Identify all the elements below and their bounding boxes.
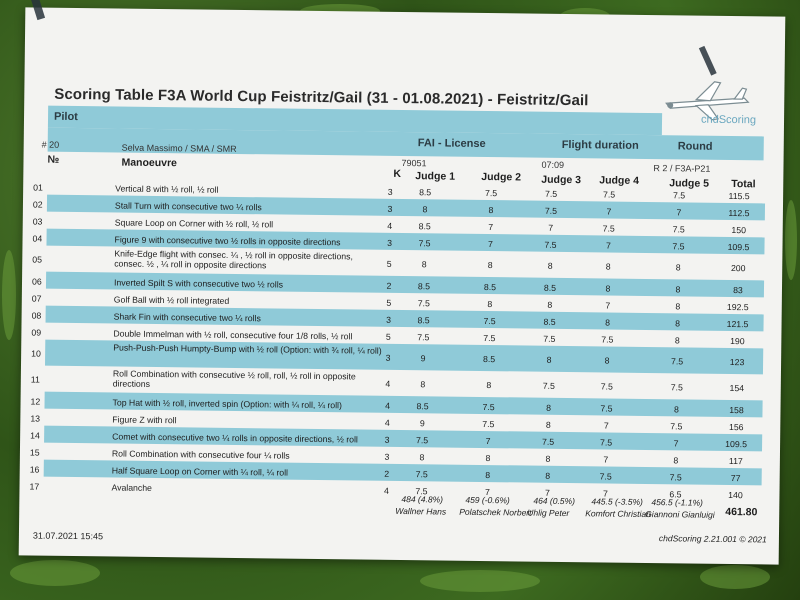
cell-k: 3 — [386, 314, 392, 325]
tape-strip-right — [699, 46, 717, 76]
round-label: Round — [677, 140, 713, 153]
cell-total: 109.5 — [727, 241, 750, 253]
cell-j5: 7.5 — [670, 356, 684, 367]
cell-j4: 7 — [603, 454, 609, 465]
cell-k: 5 — [386, 297, 392, 308]
cell-j2: 8 — [486, 380, 492, 391]
cell-name: Avalanche — [111, 482, 152, 493]
judge-name: Uhlig Peter — [527, 507, 570, 519]
cell-total: 150 — [731, 225, 747, 236]
pilot-license: 79051 — [401, 157, 427, 169]
cell-no: 06 — [31, 276, 42, 287]
cell-k: 2 — [384, 468, 390, 479]
cell-j5: 8 — [675, 262, 681, 273]
cell-total: 192.5 — [726, 301, 749, 313]
cell-j1: 7.5 — [416, 435, 429, 446]
pilot-name: Selva Massimo / SMA / SMR — [121, 142, 237, 154]
cell-j3: 7.5 — [544, 205, 558, 216]
cell-no: 01 — [33, 182, 43, 193]
printed-timestamp: 31.07.2021 15:45 — [32, 530, 104, 542]
cell-no: 03 — [32, 216, 43, 227]
cell-no: 14 — [30, 430, 40, 441]
cell-j3: 8 — [545, 419, 551, 430]
cell-j2: 8 — [487, 299, 493, 310]
cell-j1: 8.5 — [417, 281, 431, 292]
cell-k: 3 — [385, 352, 391, 363]
cell-j2: 7 — [488, 239, 494, 250]
cell-j2: 7.5 — [482, 401, 495, 413]
judge-score: 445.5 (-3.5%) — [591, 496, 643, 507]
cell-j2: 8 — [485, 453, 491, 464]
cell-k: 3 — [387, 237, 393, 248]
cell-j2: 8.5 — [483, 282, 497, 293]
cell-k: 5 — [386, 258, 392, 269]
cell-k: 5 — [385, 331, 391, 342]
cell-name: Square Loop on Corner with ½ roll, ½ roll — [114, 217, 274, 230]
cell-j1: 9 — [419, 418, 425, 429]
cell-j3: 7 — [548, 222, 554, 233]
cell-j5: 7 — [673, 438, 679, 449]
cell-j3: 7.5 — [545, 188, 558, 199]
cell-j3: 8.5 — [543, 316, 556, 327]
pilot-number: # 20 — [41, 139, 60, 150]
cell-j5: 8 — [675, 284, 681, 295]
cell-total: 117 — [728, 456, 743, 467]
tape-strip-left — [30, 0, 45, 20]
cell-j4: 7.5 — [600, 381, 613, 392]
scoring-sheet — [19, 7, 786, 564]
cell-name: Comet with consecutive two ¼ rolls in opposite directions, ½ roll — [112, 431, 358, 445]
judge-score: 484 (4.8%) — [401, 494, 444, 505]
cell-no: 11 — [30, 374, 40, 385]
cell-total: 115.5 — [728, 190, 750, 202]
cell-j5: 7.5 — [673, 190, 686, 201]
cell-j5: 7 — [676, 207, 682, 218]
cell-j2: 7.5 — [482, 418, 495, 430]
cell-j3: 8 — [547, 260, 553, 271]
cell-j2: 7 — [485, 487, 490, 498]
cell-j4: 7.5 — [603, 189, 616, 200]
cell-j1: 8 — [420, 379, 426, 390]
cell-j4: 7 — [606, 240, 611, 251]
cell-k: 3 — [387, 203, 393, 214]
logo-text: chdScoring — [700, 113, 757, 127]
col-judge-5: Judge 5 — [669, 177, 710, 190]
cell-name: Shark Fin with consecutive two ¼ rolls — [113, 311, 261, 324]
cell-name: Double Immelman with ½ roll, consecutive four 1/8 rolls, ½ roll — [113, 328, 353, 342]
cell-total: 77 — [730, 473, 741, 484]
cell-j4: 8 — [605, 283, 611, 294]
cell-j5: 7.5 — [670, 382, 683, 393]
cell-k: 3 — [387, 186, 393, 197]
cell-total: 109.5 — [725, 438, 748, 450]
judge-score: 464 (0.5%) — [533, 495, 576, 507]
cell-j1: 7.5 — [415, 486, 428, 497]
cell-no: 08 — [31, 310, 42, 321]
cell-j3: 8 — [547, 299, 553, 310]
cell-j1: 8.5 — [419, 187, 432, 198]
cell-j4: 7.5 — [602, 223, 615, 234]
cell-j5: 7.5 — [672, 224, 685, 235]
cell-j4: 8 — [605, 261, 611, 272]
grand-total: 461.80 — [725, 505, 758, 519]
cell-k: 2 — [386, 280, 392, 291]
cell-j2: 7 — [485, 436, 491, 447]
cell-j1: 8 — [422, 204, 428, 215]
judge-name: Wallner Hans — [395, 505, 447, 517]
cell-j3: 7.5 — [543, 333, 556, 344]
cell-no: 07 — [31, 293, 42, 304]
cell-j2: 8 — [485, 470, 491, 481]
cell-name: Vertical 8 with ½ roll, ½ roll — [115, 183, 219, 195]
cell-j4: 7 — [605, 300, 611, 311]
cell-j3: 7.5 — [544, 239, 557, 250]
cell-j1: 7.5 — [418, 238, 431, 249]
cell-j1: 7.5 — [417, 332, 430, 343]
cell-j1: 8 — [421, 259, 427, 270]
judge-name: Komfort Christian — [585, 508, 651, 520]
judge-score: 456.5 (-1.1%) — [651, 497, 703, 508]
cell-no: 16 — [29, 464, 40, 475]
cell-j5: 8 — [674, 335, 680, 346]
cell-j1: 8.5 — [417, 315, 430, 326]
cell-j5: 8 — [673, 455, 679, 466]
cell-no: 10 — [31, 348, 41, 359]
cell-total: 112.5 — [728, 207, 750, 219]
cell-no: 17 — [29, 481, 40, 492]
cell-j3: 8 — [546, 354, 552, 365]
cell-total: 123 — [729, 357, 745, 368]
cell-j4: 7 — [602, 488, 608, 499]
cell-name: Roll Combination with consecutive ½ roll, roll, ½ roll in opposite directions — [112, 368, 356, 389]
judge-name: Polatschek Norbert — [459, 506, 532, 518]
page-title: Scoring Table F3A World Cup Feistritz/Gail (31 - 01.08.2021) - Feistritz/Gail — [54, 85, 589, 110]
cell-k: 3 — [384, 451, 390, 462]
cell-j4: 7.5 — [600, 403, 613, 414]
cell-total: 121.5 — [726, 318, 749, 330]
cell-k: 4 — [384, 485, 389, 496]
col-judge-4: Judge 4 — [599, 174, 640, 187]
cell-total: 158 — [729, 405, 744, 416]
cell-no: 09 — [31, 327, 42, 338]
cell-j2: 8 — [488, 205, 494, 216]
judge-name: Giannoni Gianluigi — [645, 508, 715, 520]
cell-j5: 7.5 — [670, 421, 683, 432]
cell-name: Push-Push-Push Humpty-Bump with ½ roll (Option: with ¾ roll, ¼ roll) — [113, 342, 382, 356]
cell-j4: 7 — [603, 420, 609, 431]
cell-j1: 7.5 — [417, 298, 430, 309]
cell-total: 156 — [728, 422, 744, 433]
cell-j3: 8 — [545, 470, 551, 481]
cell-k: 3 — [384, 434, 390, 445]
cell-j2: 7 — [488, 222, 494, 233]
col-no: № — [47, 153, 60, 166]
col-manoeuvre: Manoeuvre — [121, 156, 177, 170]
cell-no: 12 — [30, 396, 41, 407]
cell-j3: 8 — [545, 453, 551, 464]
fai-license-label: FAI - License — [417, 137, 486, 151]
pilot-duration: 07:09 — [541, 159, 565, 170]
cell-k: 4 — [384, 417, 390, 428]
cell-j4: 8 — [604, 355, 610, 366]
cell-j3: 8.5 — [543, 282, 557, 293]
cell-j2: 7.5 — [485, 188, 498, 199]
cell-j2: 8 — [487, 260, 493, 271]
flight-duration-label: Flight duration — [561, 138, 639, 152]
cell-j4: 8 — [605, 317, 611, 328]
cell-j5: 8 — [675, 301, 681, 312]
cell-no: 02 — [32, 199, 43, 210]
cell-name: Golf Ball with ½ roll integrated — [113, 294, 230, 306]
cell-j2: 7.5 — [483, 315, 496, 327]
cell-j1: 9 — [420, 353, 426, 364]
cell-j5: 8 — [675, 318, 681, 329]
cell-no: 05 — [32, 254, 43, 265]
cell-j1: 7.5 — [415, 469, 428, 480]
cell-j3: 7 — [545, 487, 550, 498]
cell-total: 140 — [728, 490, 743, 501]
software-credit: chdScoring 2.21.001 © 2021 — [658, 533, 767, 545]
cell-j5: 7.5 — [672, 241, 685, 252]
cell-j1: 8 — [419, 452, 425, 463]
cell-j2: 7.5 — [483, 332, 496, 344]
col-judge-2: Judge 2 — [481, 170, 522, 184]
cell-j1: 8.5 — [416, 401, 429, 412]
pilot-label: Pilot — [53, 110, 78, 124]
col-judge-1: Judge 1 — [415, 170, 456, 183]
cell-k: 4 — [385, 400, 391, 411]
cell-name: Figure Z with roll — [112, 414, 177, 426]
cell-k: 4 — [385, 378, 391, 389]
cell-name: Top Hat with ½ roll, inverted spin (Option: with ¼ roll, ¼ roll) — [112, 397, 342, 411]
cell-j3: 7.5 — [542, 380, 555, 391]
cell-no: 04 — [32, 233, 43, 244]
cell-total: 200 — [730, 263, 746, 274]
cell-name: Half Square Loop on Corner with ¼ roll, ¼ roll — [111, 465, 289, 478]
cell-j5: 7.5 — [669, 472, 682, 483]
cell-no: 15 — [29, 447, 40, 458]
cell-j4: 7.5 — [599, 471, 612, 482]
cell-total: 190 — [730, 336, 745, 347]
col-k: K — [393, 167, 402, 180]
cell-j2: 8.5 — [483, 353, 496, 365]
cell-name: Knife-Edge flight with consec. ¼ , ½ roll in opposite directions, consec. ½ , ¼ roll in opposite directions — [114, 248, 353, 271]
cell-name: Inverted Spilt S with consecutive two ½ rolls — [113, 277, 284, 290]
col-judge-3: Judge 3 — [541, 173, 582, 187]
cell-total: 154 — [729, 383, 745, 394]
cell-j4: 7 — [606, 206, 612, 217]
cell-name: Stall Turn with consecutive two ¼ rolls — [114, 200, 262, 213]
cell-k: 4 — [387, 220, 393, 231]
cell-j3: 8 — [546, 402, 552, 413]
cell-j3: 7.5 — [542, 436, 555, 447]
judge-score: 459 (-0.6%) — [465, 494, 510, 506]
cell-j5: 8 — [674, 404, 679, 415]
cell-no: 13 — [30, 413, 41, 424]
cell-j1: 8.5 — [418, 221, 431, 232]
cell-j5: 6.5 — [669, 489, 682, 500]
col-total: Total — [731, 178, 756, 191]
pilot-round: R 2 / F3A-P21 — [653, 163, 711, 174]
cell-j4: 7.5 — [601, 334, 614, 345]
cell-total: 83 — [733, 285, 743, 296]
cell-name: Figure 9 with consecutive two ½ rolls in opposite directions — [114, 234, 341, 248]
cell-name: Roll Combination with consecutive four ¼ rolls — [111, 448, 290, 461]
cell-j4: 7.5 — [599, 437, 613, 448]
